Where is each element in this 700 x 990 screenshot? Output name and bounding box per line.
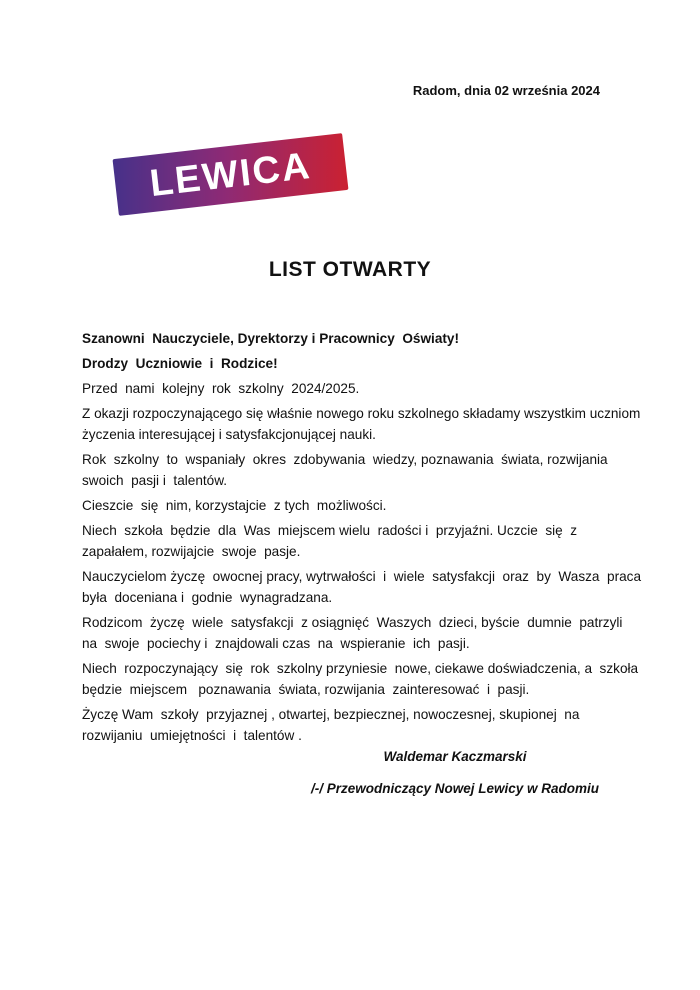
paragraph-line: Nauczycielom życzę owocnej pracy, wytrwałości i wiele satysfakcji oraz by Wasza praca xyxy=(82,569,642,584)
paragraph xyxy=(82,520,642,562)
paragraph xyxy=(82,612,642,654)
paragraph xyxy=(82,566,642,608)
paragraph xyxy=(82,658,642,700)
paragraph-line: na swoje pociechy i znajdowali czas na wspieranie ich pasji. xyxy=(82,636,470,651)
paragraph xyxy=(82,353,642,374)
letter-title: LIST OTWARTY xyxy=(268,258,432,281)
paragraph-line: Cieszcie się nim, korzystajcie z tych możliwości. xyxy=(82,498,387,513)
letter-body xyxy=(82,328,642,750)
paragraph-line: Niech rozpoczynający się rok szkolny przyniesie nowe, ciekawe doświadczenia, a szkoła xyxy=(82,661,639,676)
paragraph-line: Z okazji rozpoczynającego się właśnie nowego roku szkolnego składamy wszystkim uczniom xyxy=(82,406,641,421)
signature-role: /-/ Przewodniczący Nowej Lewicy w Radomiu xyxy=(310,781,600,796)
paragraph-line: była doceniana i godnie wynagradzana. xyxy=(82,590,333,605)
paragraph xyxy=(82,403,642,445)
paragraph-line: Rodzicom życzę wiele satysfakcji z osiągnięć Waszych dzieci, byście dumnie patrzyli xyxy=(82,615,623,630)
paragraph-line: rozwijaniu umiejętności i talentów . xyxy=(82,728,302,743)
signature-block xyxy=(285,749,625,797)
paragraph-line: zapałałem, rozwijajcie swoje pasje. xyxy=(82,544,301,559)
paragraph-line: będzie miejscem poznawania świata, rozwijania zainteresować i pasji. xyxy=(82,682,530,697)
paragraph xyxy=(82,495,642,516)
paragraph-line: Drodzy Uczniowie i Rodzice! xyxy=(82,356,278,371)
paragraph xyxy=(82,704,642,746)
paragraph xyxy=(82,378,642,399)
paragraph-line: życzenia interesującej i satysfakcjonującej nauki. xyxy=(82,427,376,442)
paragraph xyxy=(82,328,642,349)
date-line: Radom, dnia 02 września 2024 xyxy=(412,83,600,98)
paragraph-line: Przed nami kolejny rok szkolny 2024/2025. xyxy=(82,381,360,396)
paragraph-line: Rok szkolny to wspaniały okres zdobywania wiedzy, poznawania świata, rozwijania xyxy=(82,452,608,467)
lewica-logo-text: LEWICA xyxy=(147,144,314,205)
signature-name: Waldemar Kaczmarski xyxy=(383,749,527,764)
paragraph-line: Szanowni Nauczyciele, Dyrektorzy i Pracownicy Oświaty! xyxy=(82,331,459,346)
paragraph-line: Niech szkoła będzie dla Was miejscem wielu radości i przyjaźni. Uczcie się z xyxy=(82,523,578,538)
lewica-logo xyxy=(113,133,349,216)
paragraph xyxy=(82,449,642,491)
paragraph-line: swoich pasji i talentów. xyxy=(82,473,228,488)
paragraph-line: Życzę Wam szkoły przyjaznej , otwartej, bezpiecznej, nowoczesnej, skupionej na xyxy=(82,707,580,722)
